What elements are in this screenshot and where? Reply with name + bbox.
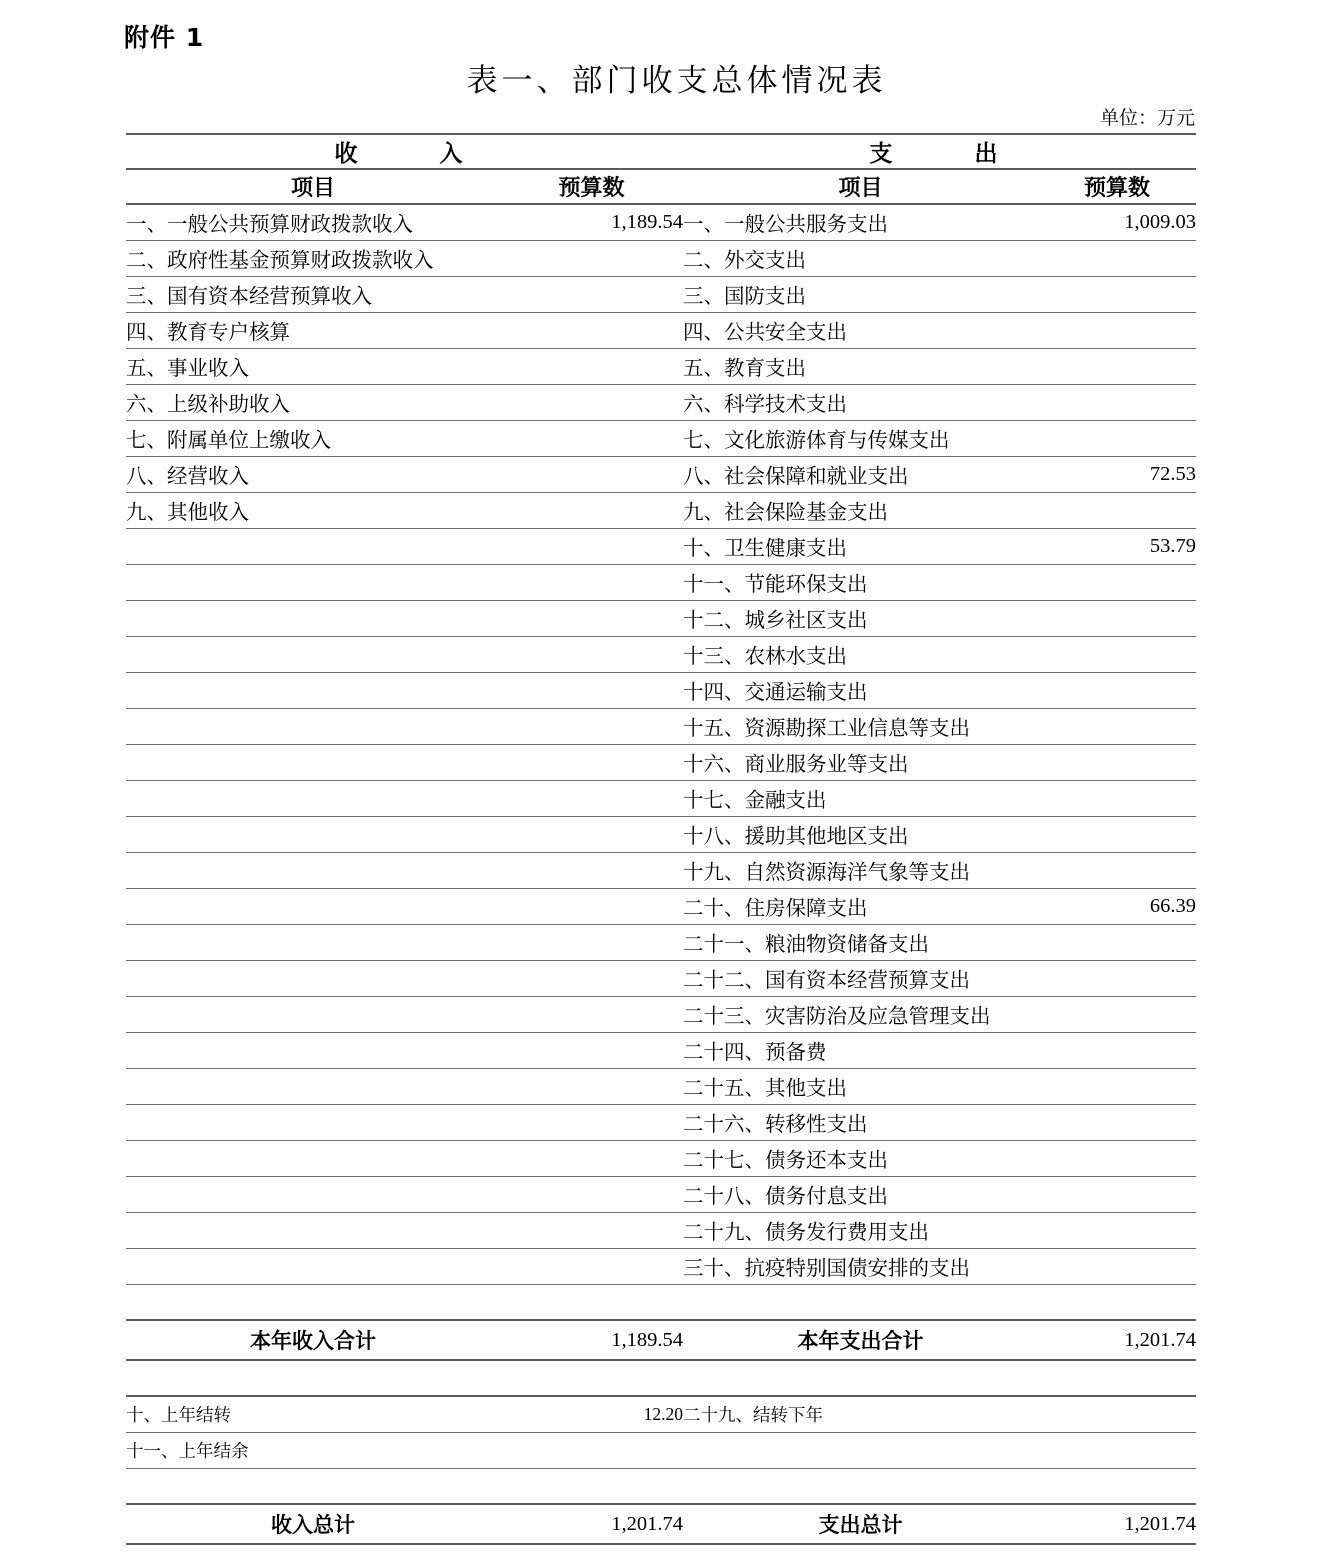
- income-item-cell: [126, 708, 500, 744]
- expenditure-item-cell: 十八、援助其他地区支出: [683, 816, 1038, 852]
- group-header-income: 收 入: [126, 134, 683, 169]
- income-value-cell: [500, 708, 683, 744]
- income-item-cell: [126, 1212, 500, 1248]
- table-row: [126, 348, 1196, 384]
- expenditure-value-cell: [1038, 1176, 1196, 1212]
- expenditure-item-cell: 二十五、其他支出: [683, 1068, 1038, 1104]
- table-row: [126, 204, 1196, 240]
- income-item-cell: 七、附属单位上缴收入: [126, 420, 500, 456]
- table-row: [126, 384, 1196, 420]
- expenditure-value-cell: 53.79: [1038, 528, 1196, 564]
- expenditure-item-cell: 二十一、粮油物资储备支出: [683, 924, 1038, 960]
- spacer2-income-value: [500, 1360, 683, 1396]
- page-title: 表一、部门收支总体情况表: [466, 63, 887, 98]
- income-item-cell: [126, 1140, 500, 1176]
- income-value-cell: [500, 1140, 683, 1176]
- col-header-income-item: 项目: [126, 169, 500, 204]
- table-row: [126, 744, 1196, 780]
- budget-table-container: [126, 133, 1196, 1545]
- expenditure-value-cell: [1038, 1248, 1196, 1284]
- income-value-cell: [500, 1248, 683, 1284]
- expenditure-item-cell: 二十三、灾害防治及应急管理支出: [683, 996, 1038, 1032]
- spacer3-expenditure-item: [683, 1468, 1038, 1504]
- spacer-row: [126, 1284, 1196, 1320]
- income-item-cell: [126, 1248, 500, 1284]
- income-value-cell: [500, 456, 683, 492]
- expenditure-item-cell: 六、科学技术支出: [683, 384, 1038, 420]
- income-item-cell: 四、教育专户核算: [126, 312, 500, 348]
- table-row: [126, 636, 1196, 672]
- table-row: [126, 996, 1196, 1032]
- expenditure-value-cell: [1038, 744, 1196, 780]
- carryover-income-item: 十、上年结转: [126, 1396, 500, 1432]
- income-value-cell: [500, 960, 683, 996]
- expenditure-item-cell: 十九、自然资源海洋气象等支出: [683, 852, 1038, 888]
- year-subtotal-row: [126, 1320, 1196, 1360]
- table-row: [126, 600, 1196, 636]
- table-row: [126, 888, 1196, 924]
- expenditure-item-cell: 五、教育支出: [683, 348, 1038, 384]
- income-item-cell: 九、其他收入: [126, 492, 500, 528]
- income-value-cell: [500, 348, 683, 384]
- table-row: [126, 708, 1196, 744]
- expenditure-value-cell: 66.39: [1038, 888, 1196, 924]
- expenditure-value-cell: [1038, 708, 1196, 744]
- expenditure-item-cell: 八、社会保障和就业支出: [683, 456, 1038, 492]
- attachment-label: 附件 1: [124, 23, 205, 52]
- table-row: [126, 420, 1196, 456]
- table-row: [126, 1104, 1196, 1140]
- expenditure-item-cell: 三十、抗疫特别国债安排的支出: [683, 1248, 1038, 1284]
- expenditure-value-cell: [1038, 1032, 1196, 1068]
- carryover-row: [126, 1432, 1196, 1468]
- expenditure-value-cell: [1038, 960, 1196, 996]
- budget-table: [126, 133, 1196, 1545]
- expenditure-value-cell: [1038, 276, 1196, 312]
- expenditure-item-cell: 二十六、转移性支出: [683, 1104, 1038, 1140]
- carryover-expenditure-item: 二十九、结转下年: [683, 1396, 1038, 1432]
- expenditure-value-cell: [1038, 1140, 1196, 1176]
- table-row: [126, 240, 1196, 276]
- table-row: [126, 1248, 1196, 1284]
- spacer-row-2: [126, 1360, 1196, 1396]
- expenditure-value-cell: [1038, 492, 1196, 528]
- expenditure-item-cell: 二十七、债务还本支出: [683, 1140, 1038, 1176]
- table-row: [126, 1140, 1196, 1176]
- carryover-expenditure-value: [1038, 1432, 1196, 1468]
- expenditure-item-cell: 一、一般公共服务支出: [683, 204, 1038, 240]
- expenditure-value-cell: [1038, 816, 1196, 852]
- expenditure-item-cell: 二十、住房保障支出: [683, 888, 1038, 924]
- spacer-income-value: [500, 1284, 683, 1320]
- expenditure-item-cell: 三、国防支出: [683, 276, 1038, 312]
- income-item-cell: [126, 780, 500, 816]
- income-value-cell: [500, 744, 683, 780]
- income-value-cell: [500, 240, 683, 276]
- expenditure-value-cell: [1038, 384, 1196, 420]
- income-value-cell: [500, 384, 683, 420]
- income-item-cell: 六、上级补助收入: [126, 384, 500, 420]
- expenditure-item-cell: 二十九、债务发行费用支出: [683, 1212, 1038, 1248]
- spacer-income-item: [126, 1284, 500, 1320]
- year-subtotal-income-label: 本年收入合计: [126, 1320, 500, 1360]
- expenditure-item-cell: 十五、资源勘探工业信息等支出: [683, 708, 1038, 744]
- spacer2-income-item: [126, 1360, 500, 1396]
- year-subtotal-income-value: 1,189.54: [500, 1320, 683, 1360]
- income-value-cell: [500, 528, 683, 564]
- expenditure-item-cell: 七、文化旅游体育与传媒支出: [683, 420, 1038, 456]
- spacer3-expenditure-value: [1038, 1468, 1196, 1504]
- income-value-cell: [500, 1032, 683, 1068]
- carryover-expenditure-value: [1038, 1396, 1196, 1432]
- income-value-cell: 1,189.54: [500, 204, 683, 240]
- expenditure-value-cell: [1038, 780, 1196, 816]
- table-row: [126, 312, 1196, 348]
- grand-total-expenditure-label: 支出总计: [683, 1504, 1038, 1544]
- table-row: [126, 276, 1196, 312]
- expenditure-item-cell: 二、外交支出: [683, 240, 1038, 276]
- table-row: [126, 492, 1196, 528]
- expenditure-value-cell: [1038, 1212, 1196, 1248]
- income-value-cell: [500, 1104, 683, 1140]
- income-item-cell: [126, 816, 500, 852]
- income-item-cell: 一、一般公共预算财政拨款收入: [126, 204, 500, 240]
- table-row: [126, 1212, 1196, 1248]
- table-row: [126, 456, 1196, 492]
- expenditure-item-cell: 十一、节能环保支出: [683, 564, 1038, 600]
- spacer-expenditure-item: [683, 1284, 1038, 1320]
- income-value-cell: [500, 492, 683, 528]
- expenditure-item-cell: 十、卫生健康支出: [683, 528, 1038, 564]
- expenditure-value-cell: [1038, 600, 1196, 636]
- spacer2-expenditure-item: [683, 1360, 1038, 1396]
- income-value-cell: [500, 420, 683, 456]
- expenditure-item-cell: 四、公共安全支出: [683, 312, 1038, 348]
- income-value-cell: [500, 600, 683, 636]
- income-item-cell: 五、事业收入: [126, 348, 500, 384]
- income-value-cell: [500, 1176, 683, 1212]
- expenditure-value-cell: [1038, 1068, 1196, 1104]
- grand-total-row: [126, 1504, 1196, 1544]
- income-value-cell: [500, 996, 683, 1032]
- income-item-cell: [126, 744, 500, 780]
- income-item-cell: [126, 1104, 500, 1140]
- income-value-cell: [500, 564, 683, 600]
- expenditure-value-cell: [1038, 348, 1196, 384]
- grand-total-income-value: 1,201.74: [500, 1504, 683, 1544]
- income-item-cell: [126, 528, 500, 564]
- col-header-income-value: 预算数: [500, 169, 683, 204]
- table-row: [126, 672, 1196, 708]
- table-column-header-row: [126, 169, 1196, 204]
- expenditure-value-cell: [1038, 420, 1196, 456]
- income-item-cell: [126, 600, 500, 636]
- spacer-row-3: [126, 1468, 1196, 1504]
- table-row: [126, 924, 1196, 960]
- income-item-cell: [126, 888, 500, 924]
- expenditure-item-cell: 二十二、国有资本经营预算支出: [683, 960, 1038, 996]
- table-row: [126, 1032, 1196, 1068]
- expenditure-item-cell: 九、社会保险基金支出: [683, 492, 1038, 528]
- carryover-expenditure-item: [683, 1432, 1038, 1468]
- col-header-expenditure-item: 项目: [683, 169, 1038, 204]
- expenditure-item-cell: 十七、金融支出: [683, 780, 1038, 816]
- income-value-cell: [500, 1068, 683, 1104]
- income-item-cell: [126, 960, 500, 996]
- expenditure-value-cell: [1038, 996, 1196, 1032]
- year-subtotal-expenditure-label: 本年支出合计: [683, 1320, 1038, 1360]
- income-value-cell: [500, 924, 683, 960]
- expenditure-item-cell: 十二、城乡社区支出: [683, 600, 1038, 636]
- income-item-cell: [126, 924, 500, 960]
- expenditure-item-cell: 十四、交通运输支出: [683, 672, 1038, 708]
- income-item-cell: [126, 996, 500, 1032]
- col-header-expenditure-value: 预算数: [1038, 169, 1196, 204]
- expenditure-item-cell: 十六、商业服务业等支出: [683, 744, 1038, 780]
- income-value-cell: [500, 672, 683, 708]
- table-row: [126, 816, 1196, 852]
- expenditure-value-cell: [1038, 312, 1196, 348]
- grand-total-income-label: 收入总计: [126, 1504, 500, 1544]
- income-item-cell: [126, 564, 500, 600]
- income-item-cell: [126, 672, 500, 708]
- income-item-cell: 三、国有资本经营预算收入: [126, 276, 500, 312]
- table-row: [126, 1176, 1196, 1212]
- spacer-expenditure-value: [1038, 1284, 1196, 1320]
- expenditure-value-cell: [1038, 672, 1196, 708]
- carryover-row: [126, 1396, 1196, 1432]
- expenditure-value-cell: [1038, 924, 1196, 960]
- table-group-header-row: [126, 134, 1196, 169]
- expenditure-value-cell: [1038, 852, 1196, 888]
- income-value-cell: [500, 888, 683, 924]
- table-row: [126, 780, 1196, 816]
- income-value-cell: [500, 636, 683, 672]
- expenditure-value-cell: [1038, 564, 1196, 600]
- expenditure-item-cell: 十三、农林水支出: [683, 636, 1038, 672]
- expenditure-value-cell: [1038, 636, 1196, 672]
- spacer3-income-item: [126, 1468, 500, 1504]
- income-value-cell: [500, 780, 683, 816]
- spacer3-income-value: [500, 1468, 683, 1504]
- income-value-cell: [500, 816, 683, 852]
- group-header-expenditure: 支 出: [683, 134, 1196, 169]
- income-item-cell: 二、政府性基金预算财政拨款收入: [126, 240, 500, 276]
- unit-note: 单位：万元: [1099, 108, 1195, 129]
- expenditure-value-cell: 1,009.03: [1038, 204, 1196, 240]
- expenditure-item-cell: 二十八、债务付息支出: [683, 1176, 1038, 1212]
- income-value-cell: [500, 276, 683, 312]
- income-item-cell: [126, 1068, 500, 1104]
- expenditure-value-cell: 72.53: [1038, 456, 1196, 492]
- income-value-cell: [500, 852, 683, 888]
- income-item-cell: 八、经营收入: [126, 456, 500, 492]
- carryover-income-item: 十一、上年结余: [126, 1432, 500, 1468]
- income-item-cell: [126, 636, 500, 672]
- income-item-cell: [126, 852, 500, 888]
- income-item-cell: [126, 1032, 500, 1068]
- expenditure-value-cell: [1038, 1104, 1196, 1140]
- table-row: [126, 852, 1196, 888]
- table-row: [126, 564, 1196, 600]
- table-row: [126, 960, 1196, 996]
- income-value-cell: [500, 312, 683, 348]
- year-subtotal-expenditure-value: 1,201.74: [1038, 1320, 1196, 1360]
- income-item-cell: [126, 1176, 500, 1212]
- table-row: [126, 1068, 1196, 1104]
- grand-total-expenditure-value: 1,201.74: [1038, 1504, 1196, 1544]
- carryover-income-value: [500, 1432, 683, 1468]
- table-row: [126, 528, 1196, 564]
- spacer2-expenditure-value: [1038, 1360, 1196, 1396]
- expenditure-value-cell: [1038, 240, 1196, 276]
- expenditure-item-cell: 二十四、预备费: [683, 1032, 1038, 1068]
- income-value-cell: [500, 1212, 683, 1248]
- carryover-income-value: 12.20: [500, 1396, 683, 1432]
